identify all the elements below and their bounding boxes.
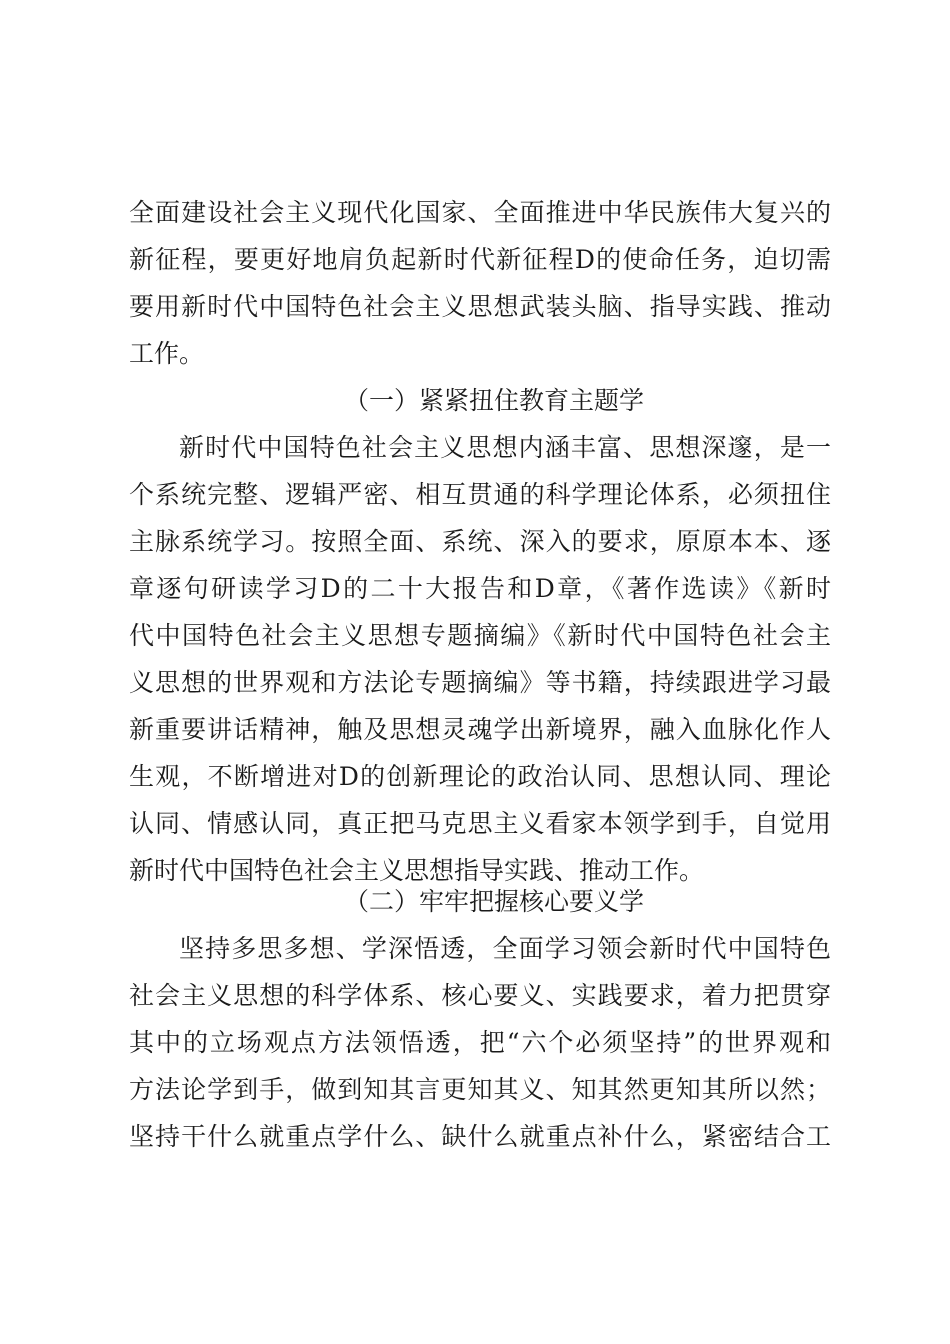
section-heading-2: （二）牢牢把握核心要义学 bbox=[343, 887, 644, 916]
paragraph-1-line-2: 个系统完整、逻辑严密、相互贯通的科学理论体系，必须扭住 bbox=[129, 480, 831, 509]
paragraph-2-line-2: 社会主义思想的科学体系、核心要义、实践要求，着力把贯穿 bbox=[129, 981, 831, 1010]
paragraph-1-line-8: 生观，不断增进对D的创新理论的政治认同、思想认同、理论 bbox=[129, 762, 831, 791]
paragraph-2-line-4: 方法论学到手，做到知其言更知其义、知其然更知其所以然； bbox=[129, 1075, 831, 1104]
paragraph-2-line-5: 坚持干什么就重点学什么、缺什么就重点补什么，紧密结合工 bbox=[129, 1122, 831, 1151]
intro-line-1: 全面建设社会主义现代化国家、全面推进中华民族伟大复兴的 bbox=[129, 198, 831, 227]
paragraph-1-line-10: 新时代中国特色社会主义思想指导实践、推动工作。 bbox=[129, 856, 705, 885]
paragraph-1-line-7: 新重要讲话精神，触及思想灵魂学出新境界，融入血脉化作人 bbox=[129, 715, 831, 744]
paragraph-1-line-9: 认同、情感认同，真正把马克思主义看家本领学到手，自觉用 bbox=[129, 809, 831, 838]
intro-line-2: 新征程，要更好地肩负起新时代新征程D的使命任务，迫切需 bbox=[129, 245, 831, 274]
intro-line-4: 工作。 bbox=[129, 339, 205, 368]
paragraph-1-line-5: 代中国特色社会主义思想专题摘编》《新时代中国特色社会主 bbox=[129, 621, 831, 650]
paragraph-1-line-4: 章逐句研读学习D的二十大报告和D章，《著作选读》《新时 bbox=[129, 574, 831, 603]
paragraph-1-line-1: 新时代中国特色社会主义思想内涵丰富、思想深邃，是一 bbox=[179, 433, 831, 462]
paragraph-2-line-3: 其中的立场观点方法领悟透，把“六个必须坚持”的世界观和 bbox=[129, 1028, 831, 1057]
paragraph-1-line-3: 主脉系统学习。按照全面、系统、深入的要求，原原本本、逐 bbox=[129, 527, 831, 556]
paragraph-2-line-1: 坚持多思多想、学深悟透，全面学习领会新时代中国特色 bbox=[179, 934, 831, 963]
intro-line-3: 要用新时代中国特色社会主义思想武装头脑、指导实践、推动 bbox=[129, 292, 831, 321]
paragraph-1-line-6: 义思想的世界观和方法论专题摘编》等书籍，持续跟进学习最 bbox=[129, 668, 831, 697]
section-heading-1: （一）紧紧扭住教育主题学 bbox=[343, 386, 644, 415]
